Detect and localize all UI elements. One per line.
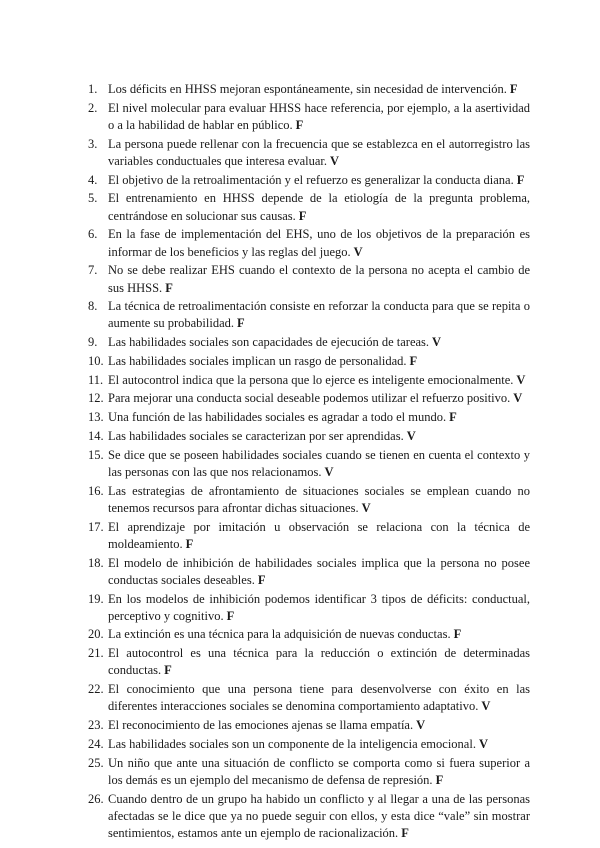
item-number: 1. xyxy=(88,82,98,96)
item-statement: El modelo de inhibición de habilidades sociales implica que la persona no posee conductas sociales deseables. xyxy=(108,555,530,587)
item-number: 25. xyxy=(88,755,104,770)
item-number: 15. xyxy=(88,447,104,462)
item-answer: F xyxy=(226,608,235,623)
list-item xyxy=(88,334,530,351)
item-number: 5. xyxy=(88,191,98,206)
item-number: 17. xyxy=(88,519,104,534)
item-statement: El nivel molecular para evaluar HHSS hace referencia, por ejemplo, a la asertividad o a la habilidad de hablar en público. xyxy=(108,100,530,132)
item-statement: Las habilidades sociales son capacidades de ejecución de tareas. xyxy=(108,335,430,350)
list-item xyxy=(88,645,530,679)
list-item xyxy=(88,100,530,134)
item-statement: Las estrategias de afrontamiento de situaciones sociales se emplean cuando no tenemos recursos para afrontar dichas situaciones. xyxy=(108,483,530,515)
item-answer: V xyxy=(406,428,416,443)
list-item xyxy=(88,226,530,260)
item-statement: Un niño que ante una situación de conflicto se comporta como si fuera superior a los demás es un ejemplo del mecanismo de defensa de represión. xyxy=(108,755,530,787)
item-answer: F xyxy=(257,572,266,587)
item-answer: F xyxy=(237,316,245,331)
item-statement: La técnica de retroalimentación consiste en reforzar la conducta para que se repita o aumente su probabilidad. xyxy=(108,299,530,331)
list-item xyxy=(88,519,530,553)
item-statement: El autocontrol indica que la persona que lo ejerce es inteligente emocionalmente. xyxy=(108,372,514,387)
item-answer: F xyxy=(516,172,525,187)
item-statement: En los modelos de inhibición podemos identificar 3 tipos de déficits: conductual, perceptivo y cognitivo. xyxy=(108,591,530,623)
list-item xyxy=(88,447,530,481)
item-statement: El autocontrol es una técnica para la reducción o extinción de determinadas conductas. xyxy=(108,646,530,678)
item-answer: F xyxy=(295,117,304,132)
item-number: 18. xyxy=(88,555,104,570)
item-number: 16. xyxy=(88,483,104,498)
list-item xyxy=(88,791,530,843)
item-number: 13. xyxy=(88,410,104,425)
list-item xyxy=(88,262,530,296)
item-statement: La extinción es una técnica para la adquisición de nuevas conductas. xyxy=(108,627,451,642)
item-number: 7. xyxy=(88,263,98,278)
list-item xyxy=(88,591,530,625)
list-item xyxy=(88,626,530,643)
item-statement: Cuando dentro de un grupo ha habido un conflicto y al llegar a una de las personas afectadas se le dice que ya no puede seguir con ellos, y esta dice “vale” sin mostrar sentimientos, estamos ante un ejemplo de racionalización. xyxy=(108,791,530,840)
item-statement: El conocimiento que una persona tiene para desenvolverse con éxito en las diferentes interacciones sociales se denomina comportamiento adaptativo. xyxy=(108,682,530,714)
item-statement: No se debe realizar EHS cuando el contexto de la persona no acepta el cambio de sus HHSS. xyxy=(108,263,530,295)
item-statement: Para mejorar una conducta social deseable podemos utilizar el refuerzo positivo. xyxy=(108,391,511,406)
list-item xyxy=(88,172,530,189)
list-item xyxy=(88,555,530,589)
item-statement: El aprendizaje por imitación u observación se relaciona con la técnica de moldeamiento. xyxy=(108,519,530,551)
list-item xyxy=(88,298,530,332)
item-answer: V xyxy=(324,464,334,479)
item-answer: F xyxy=(509,82,518,96)
item-answer: F xyxy=(298,208,307,223)
item-number: 22. xyxy=(88,682,104,697)
item-answer: V xyxy=(513,391,523,406)
question-list xyxy=(88,81,530,844)
item-answer: F xyxy=(165,280,173,295)
item-number: 12. xyxy=(88,391,104,406)
item-statement: El entrenamiento en HHSS depende de la etiología de la pregunta problema, centrándose en solucionar sus causas. xyxy=(108,191,530,223)
list-item xyxy=(88,717,530,734)
item-answer: F xyxy=(185,536,194,551)
item-number: 2. xyxy=(88,100,98,115)
item-statement: El objetivo de la retroalimentación y el refuerzo es generalizar la conducta diana. xyxy=(108,172,514,187)
item-answer: V xyxy=(478,736,488,751)
item-answer: V xyxy=(432,335,442,350)
item-number: 20. xyxy=(88,627,104,642)
item-answer: F xyxy=(401,826,409,840)
item-number: 14. xyxy=(88,428,104,443)
item-answer: F xyxy=(409,353,418,368)
item-answer: F xyxy=(449,410,457,425)
item-statement: En la fase de implementación del EHS, uno de los objetivos de la preparación es informar de los beneficios y las reglas del juego. xyxy=(108,227,530,259)
list-item xyxy=(88,136,530,170)
item-answer: V xyxy=(353,244,363,259)
item-number: 8. xyxy=(88,299,98,314)
list-item xyxy=(88,390,530,407)
list-item xyxy=(88,409,530,426)
item-answer: V xyxy=(416,718,426,733)
item-statement: La persona puede rellenar con la frecuencia que se establezca en el autorregistro las variables conductuales que interesa evaluar. xyxy=(108,136,530,168)
item-answer: F xyxy=(453,627,462,642)
item-statement: Los déficits en HHSS mejoran espontáneamente, sin necesidad de intervención. xyxy=(108,82,507,96)
item-statement: Las habilidades sociales son un componente de la inteligencia emocional. xyxy=(108,736,476,751)
item-statement: Se dice que se poseen habilidades sociales cuando se tienen en cuenta el contexto y las personas con las que nos relacionamos. xyxy=(108,447,530,479)
list-item xyxy=(88,736,530,753)
item-statement: Las habilidades sociales implican un rasgo de personalidad. xyxy=(108,353,407,368)
list-item xyxy=(88,681,530,715)
item-number: 24. xyxy=(88,736,104,751)
item-number: 9. xyxy=(88,335,98,350)
list-item xyxy=(88,428,530,445)
item-answer: V xyxy=(516,372,526,387)
item-number: 3. xyxy=(88,136,98,151)
item-number: 26. xyxy=(88,791,104,806)
list-item xyxy=(88,190,530,224)
list-item xyxy=(88,755,530,789)
list-item xyxy=(88,483,530,517)
item-number: 10. xyxy=(88,353,104,368)
list-item xyxy=(88,353,530,370)
item-answer: V xyxy=(481,699,491,714)
item-number: 11. xyxy=(88,372,104,387)
item-number: 19. xyxy=(88,591,104,606)
list-item xyxy=(88,81,530,98)
item-statement: El reconocimiento de las emociones ajenas se llama empatía. xyxy=(108,718,414,733)
item-answer: V xyxy=(330,153,340,168)
item-number: 6. xyxy=(88,227,98,242)
item-answer: F xyxy=(435,772,444,787)
list-item xyxy=(88,372,530,389)
item-statement: Las habilidades sociales se caracterizan por ser aprendidas. xyxy=(108,428,404,443)
item-answer: F xyxy=(164,663,172,678)
item-statement: Una función de las habilidades sociales es agradar a todo el mundo. xyxy=(108,410,447,425)
item-number: 23. xyxy=(88,718,104,733)
item-number: 21. xyxy=(88,646,104,661)
item-answer: V xyxy=(361,500,371,515)
item-number: 4. xyxy=(88,172,98,187)
